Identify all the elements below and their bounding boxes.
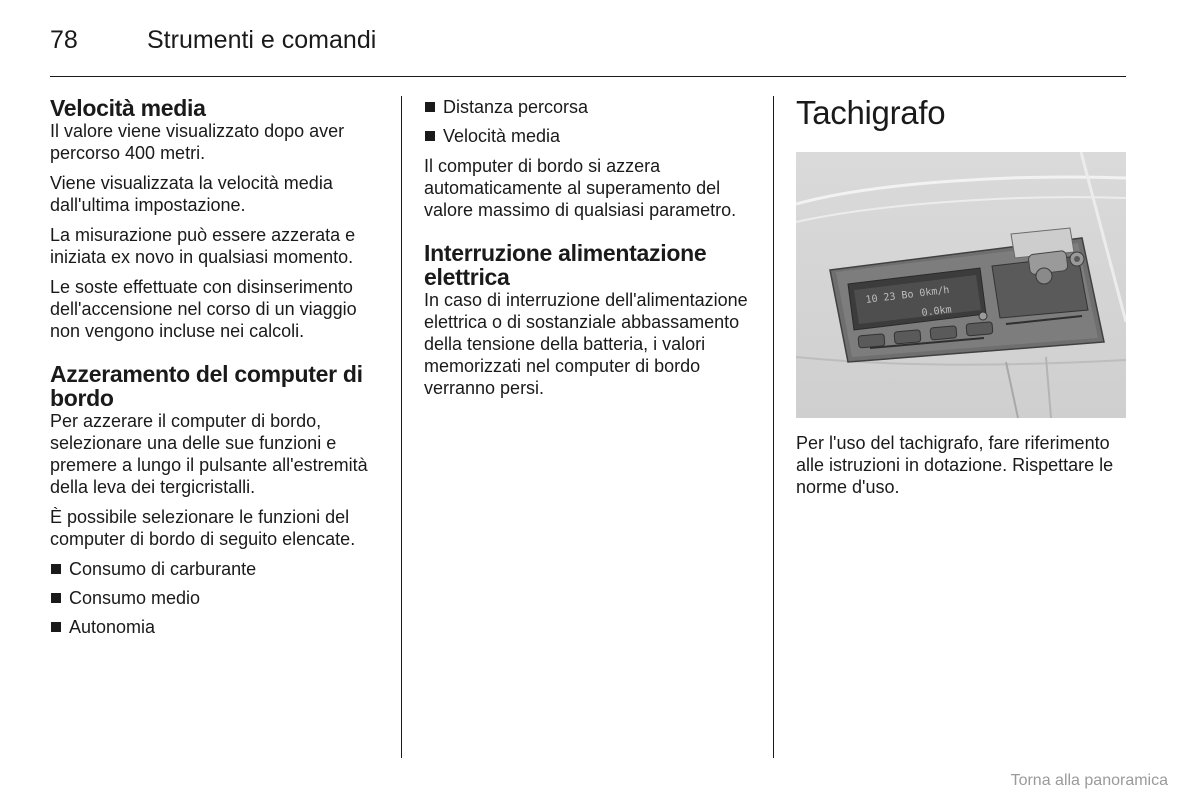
paragraph: Per azzerare il computer di bordo, selezionare una delle sue funzioni e premere a lungo il pulsante all'estremità della leva dei tergicristalli.: [50, 411, 368, 497]
paragraph: Le soste effettuate con disinserimento dell'accensione nel corso di un viaggio non vengono incluse nei calcoli.: [50, 277, 357, 341]
paragraph: Il valore viene visualizzato dopo aver percorso 400 metri.: [50, 121, 345, 163]
paragraph: Viene visualizzata la velocità media dall'ultima impostazione.: [50, 173, 333, 215]
page-header: [50, 26, 1126, 77]
list-item: Velocità media: [424, 125, 754, 147]
function-list-continued: [424, 96, 754, 147]
column-divider: [773, 96, 774, 758]
list-item: Consumo di carburante: [50, 558, 382, 580]
tachograph-button-icon: [930, 326, 957, 340]
chapter-title: Strumenti e comandi: [147, 26, 377, 54]
page-number: 78: [50, 26, 78, 54]
list-item: Autonomia: [50, 616, 382, 638]
paragraph: È possibile selezionare le funzioni del computer di bordo di seguito elencate.: [50, 507, 356, 549]
tachograph-button-icon: [894, 330, 921, 344]
heading-interruzione: Interruzione alimentazione elettrica: [424, 240, 707, 290]
tachograph-illustration: [796, 152, 1126, 418]
display-line1: 10 23 Bo 0km/h: [865, 284, 951, 306]
list-item: Distanza percorsa: [424, 96, 754, 118]
tachograph-button-icon: [858, 334, 885, 348]
column-divider: [401, 96, 402, 758]
paragraph: Per l'uso del tachigrafo, fare riferimento alle istruzioni in dotazione. Rispettare le norme d'uso.: [796, 433, 1114, 497]
list-item: Consumo medio: [50, 587, 382, 609]
heading-azzeramento: Azzeramento del computer di bordo: [50, 361, 363, 411]
column-left: [50, 96, 382, 646]
column-right: [796, 96, 1126, 506]
tachograph-button-icon: [966, 322, 993, 336]
display-line2: 0.0km: [921, 304, 953, 319]
paragraph: La misurazione può essere azzerata e iniziata ex novo in qualsiasi momento.: [50, 225, 356, 267]
column-middle: [424, 96, 754, 407]
knob-icon: [1036, 268, 1052, 284]
heading-tachigrafo: Tachigrafo: [796, 94, 946, 131]
heading-velocita-media: Velocità media: [50, 95, 206, 121]
function-list: [50, 558, 382, 638]
back-to-overview-link[interactable]: Torna alla panoramica: [1010, 772, 1168, 789]
paragraph: Il computer di bordo si azzera automaticamente al superamento del valore massimo di qualsiasi parametro.: [424, 156, 737, 220]
paragraph: In caso di interruzione dell'alimentazione elettrica o di sostanziale abbassamento della tensione della batteria, i valori memorizzati nel computer di bordo verranno persi.: [424, 290, 748, 398]
